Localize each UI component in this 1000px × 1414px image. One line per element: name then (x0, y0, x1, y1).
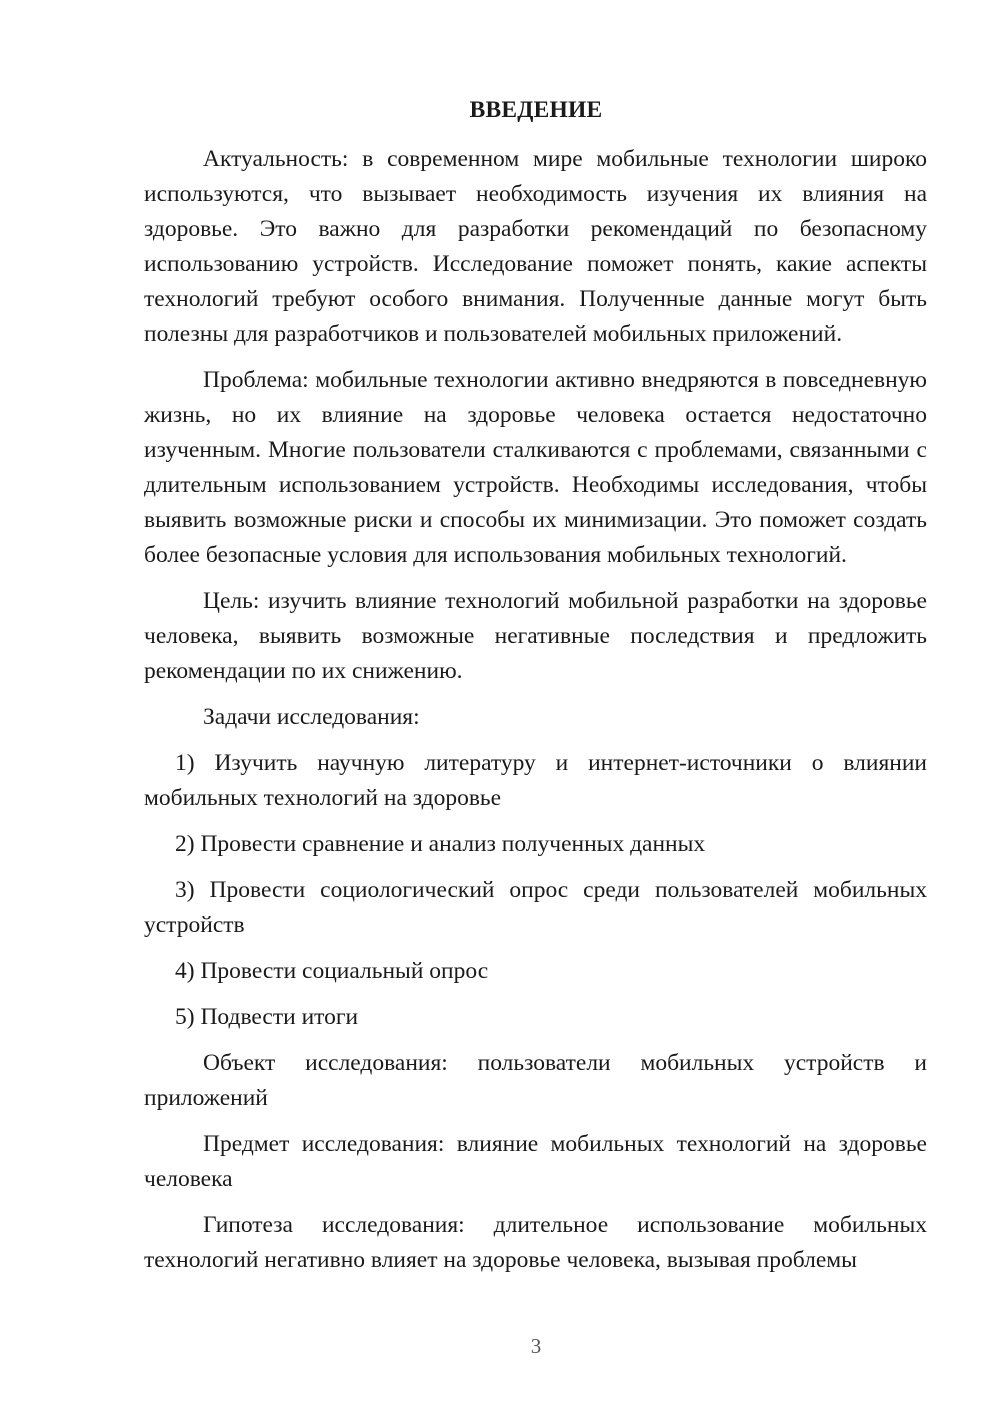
page-number: 3 (530, 1334, 542, 1358)
section-heading: ВВЕДЕНИЕ (469, 97, 603, 123)
paragraph-object: Объект исследования: пользователи мобильных устройств и приложений (144, 1050, 927, 1111)
paragraph-tasks-intro: Задачи исследования: (203, 704, 420, 730)
page-content (144, 142, 927, 1289)
task-item-5: 5) Подвести итоги (175, 1004, 359, 1030)
task-item-4: 4) Провести социальный опрос (175, 958, 489, 984)
task-item-1: 1) Изучить научную литературу и интернет-источники о влиянии мобильных технологий на здоровье (144, 750, 927, 811)
paragraph-relevance: Актуальность: в современном мире мобильные технологии широко используются, что вызывает необходимость изучения их влияния на здоровье. Это важно для разработки рекомендаций по безопасному использованию устройств. Исследование поможет понять, какие аспекты технологий требуют особого внимания. Полученные данные могут быть полезны для разработчиков и пользователей мобильных приложений. (144, 146, 927, 347)
task-item-2: 2) Провести сравнение и анализ полученных данных (175, 831, 706, 857)
paragraph-subject: Предмет исследования: влияние мобильных технологий на здоровье человека (144, 1131, 927, 1192)
paragraph-goal: Цель: изучить влияние технологий мобильной разработки на здоровье человека, выявить возможные негативные последствия и предложить рекомендации по их снижению. (144, 588, 927, 684)
paragraph-hypothesis: Гипотеза исследования: длительное использование мобильных технологий негативно влияет на здоровье человека, вызывая проблемы (144, 1212, 927, 1273)
task-item-3: 3) Провести социологический опрос среди пользователей мобильных устройств (144, 877, 927, 938)
paragraph-problem: Проблема: мобильные технологии активно внедряются в повседневную жизнь, но их влияние на здоровье человека остается недостаточно изученным. Многие пользователи сталкиваются с проблемами, связанными с длительным использованием устройств. Необходимы исследования, чтобы выявить возможные риски и способы их минимизации. Это поможет создать более безопасные условия для использования мобильных технологий. (144, 367, 927, 568)
